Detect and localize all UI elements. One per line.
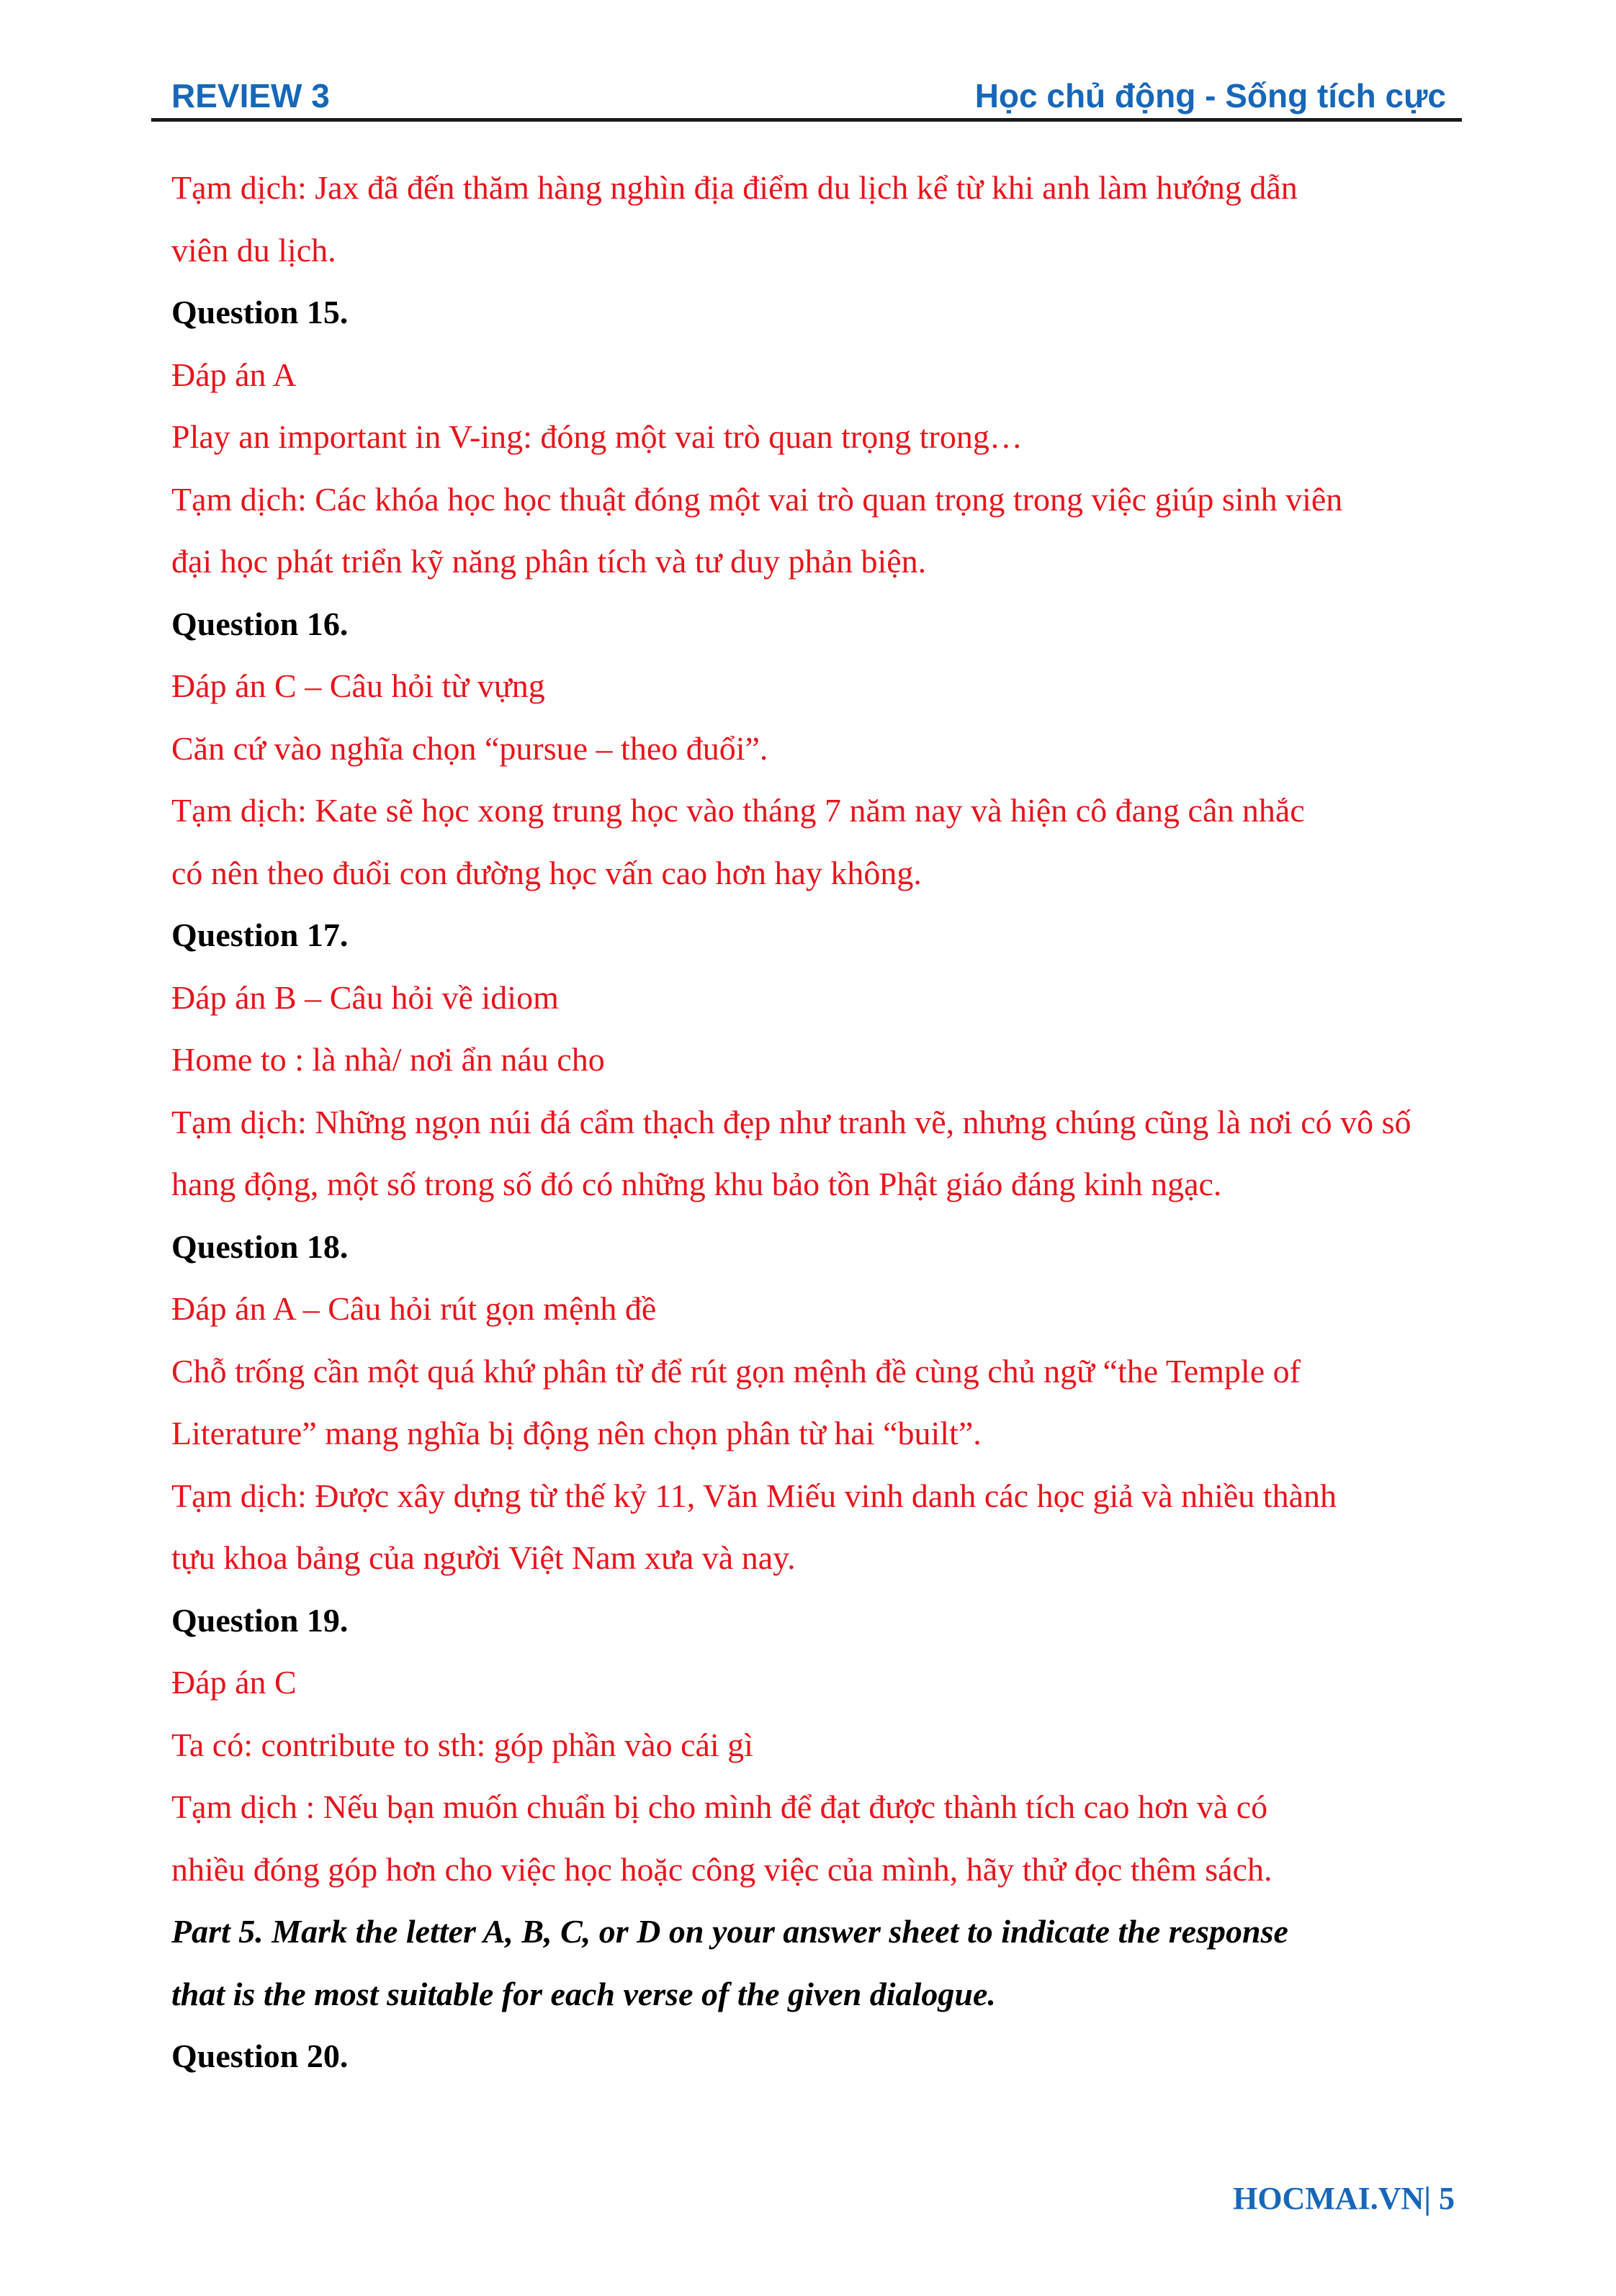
- question-heading: Question 19.: [171, 1601, 349, 1639]
- question-heading: Question 20.: [171, 2038, 349, 2074]
- answer-line: Đáp án B – Câu hỏi về idiom: [171, 978, 559, 1016]
- part-instruction: Part 5. Mark the letter A, B, C, or D on your answer sheet to indicate the response: [171, 1913, 1288, 1950]
- text-line: tựu khoa bảng của người Việt Nam xưa và nay.: [171, 1539, 796, 1576]
- answer-line: Đáp án C: [171, 1664, 297, 1701]
- header-divider: [151, 118, 1462, 122]
- text-line: nhiều đóng góp hơn cho việc học hoặc công việc của mình, hãy thử đọc thêm sách.: [171, 1850, 1272, 1888]
- question-heading: Question 18.: [171, 1228, 349, 1265]
- text-line: viên du lịch.: [171, 231, 336, 269]
- text-line: Tạm dịch: Các khóa học học thuật đóng một vai trò quan trọng trong việc giúp sinh viên: [171, 480, 1343, 518]
- text-line: Home to : là nhà/ nơi ẩn náu cho: [171, 1041, 605, 1078]
- header-section-title: REVIEW 3: [171, 77, 330, 114]
- text-line: đại học phát triển kỹ năng phân tích và tư duy phản biện.: [171, 543, 927, 580]
- text-line: Tạm dịch: Jax đã đến thăm hàng nghìn địa điểm du lịch kể từ khi anh làm hướng dẫn: [171, 169, 1298, 206]
- answer-line: Đáp án A – Câu hỏi rút gọn mệnh đề: [171, 1290, 657, 1327]
- question-heading: Question 16.: [171, 605, 349, 642]
- page-header: [151, 71, 1462, 124]
- text-line: hang động, một số trong số đó có những khu bảo tồn Phật giáo đáng kinh ngạc.: [171, 1166, 1222, 1202]
- text-line: Ta có: contribute to sth: góp phần vào cái gì: [171, 1726, 753, 1763]
- text-line: Tạm dịch : Nếu bạn muốn chuẩn bị cho mình để đạt được thành tích cao hơn và có: [171, 1788, 1268, 1825]
- part-instruction: that is the most suitable for each verse of the given dialogue.: [171, 1975, 996, 2012]
- text-line: Literature” mang nghĩa bị động nên chọn phân từ hai “built”.: [171, 1415, 982, 1451]
- text-line: Tạm dịch: Kate sẽ học xong trung học vào tháng 7 năm nay và hiện cô đang cân nhắc: [171, 792, 1305, 829]
- document-body: [171, 157, 1460, 2088]
- answer-line: Đáp án A: [171, 356, 297, 393]
- text-line: có nên theo đuổi con đường học vấn cao hơn hay không.: [171, 854, 922, 891]
- header-slogan: Học chủ động - Sống tích cực: [974, 77, 1446, 114]
- question-heading: Question 15.: [171, 294, 349, 330]
- answer-line: Đáp án C – Câu hỏi từ vựng: [171, 667, 545, 704]
- text-line: Chỗ trống cần một quá khứ phân từ để rút gọn mệnh đề cùng chủ ngữ “the Temple of: [171, 1352, 1301, 1390]
- text-line: Tạm dịch: Những ngọn núi đá cẩm thạch đẹp như tranh vẽ, nhưng chúng cũng là nơi có vô số: [171, 1103, 1411, 1140]
- page-footer: HOCMAI.VN| 5: [1233, 2181, 1455, 2216]
- text-line: Tạm dịch: Được xây dựng từ thế kỷ 11, Văn Miếu vinh danh các học giả và nhiều thành: [171, 1477, 1337, 1514]
- text-line: Play an important in V-ing: đóng một vai trò quan trọng trong…: [171, 418, 1023, 455]
- text-line: Căn cứ vào nghĩa chọn “pursue – theo đuổi”.: [171, 729, 768, 767]
- question-heading: Question 17.: [171, 917, 349, 953]
